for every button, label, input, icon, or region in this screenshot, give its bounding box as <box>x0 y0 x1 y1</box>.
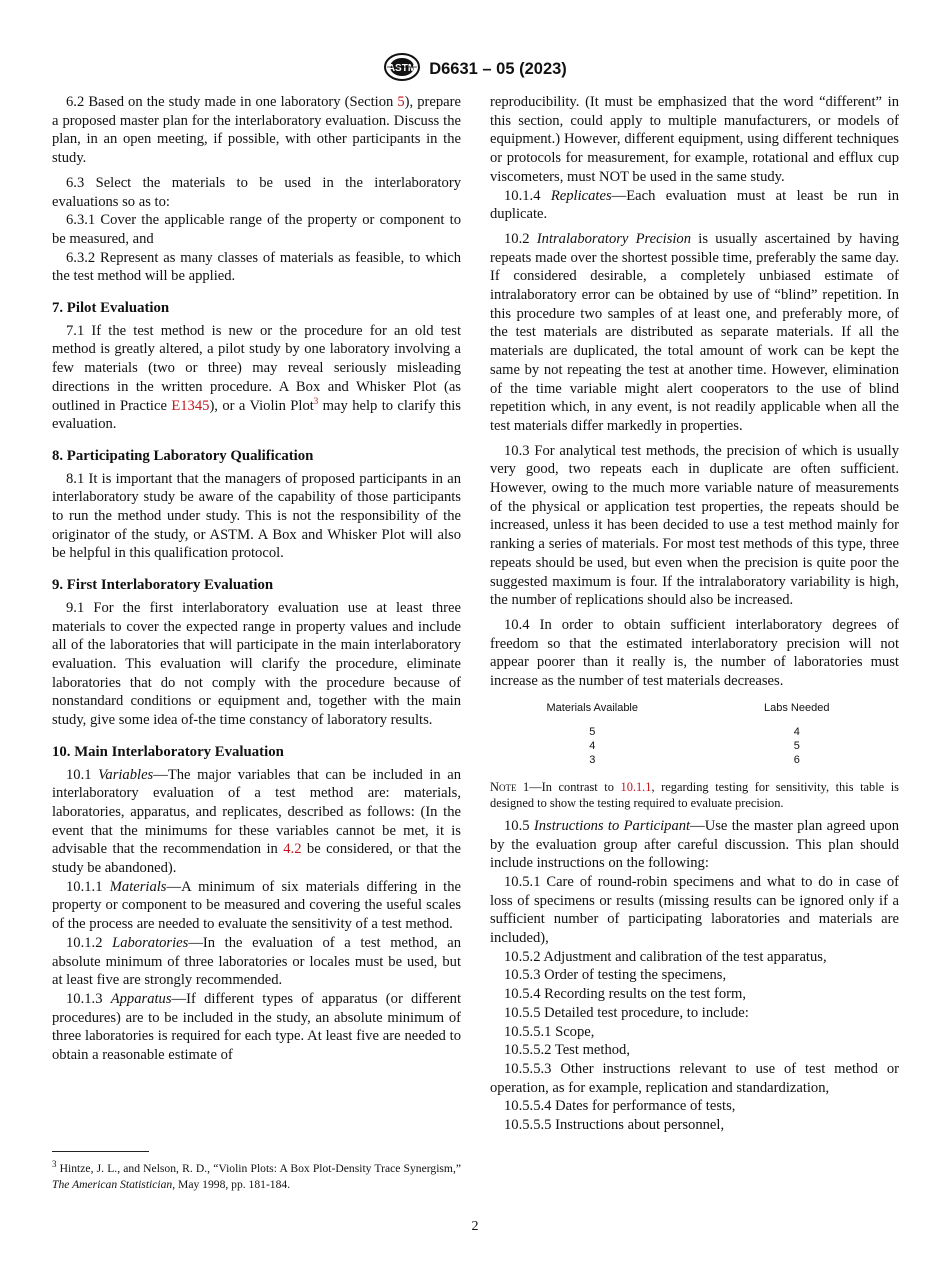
column-header: Materials Available <box>546 701 638 714</box>
paragraph-8-1: 8.1 It is important that the managers of proposed participants in an interlaboratory study be aware of the capability of those participants to run the method under study. This is not the responsibility of the originator of the study, or ASTM. A Box and Whisker Plot will also be helpful in this qualification protocol. <box>52 470 461 562</box>
paragraph-10-4: 10.4 In order to obtain sufficient interlaboratory degrees of freedom so that the estimated interlaboratory precision will not appear poorer than it really is, the number of laboratories must increase as the number of test materials decreases. <box>490 616 899 690</box>
paragraph-10-5-4: 10.5.4 Recording results on the test form, <box>504 986 746 1003</box>
paragraph-10-1-4: 10.1.4 Replicates—Each evaluation must at least be run in duplicate. <box>490 187 899 223</box>
footnote-3: $^3$ Hintze, J. L., and Nelson, R. D., “Violin Plots: A Box Plot-Density Trace Synergism,” The American Statistician, May 1998, pp. 181-184. <box>52 1159 461 1191</box>
paragraph-10-1-3: 10.1.3 Apparatus—If different types of apparatus (or different procedures) are to be included in the study, an absolute minimum of three laboratories is required for each type. At least five are needed to obtain a reasonable estimate of <box>52 990 462 1064</box>
table-cell: 4 <box>589 739 596 752</box>
table-cell: 5 <box>589 725 596 738</box>
page-header <box>0 52 950 84</box>
heading-first-interlaboratory-evaluation: 9. First Interlaboratory Evaluation <box>52 577 274 594</box>
left-column <box>52 93 461 1065</box>
table-row <box>490 739 899 753</box>
table-cell: 4 <box>793 725 800 738</box>
section-5-link[interactable]: 5 <box>397 94 405 110</box>
paragraph-10-1: 10.1 Variables—The major variables that can be included in an interlaboratory evaluation of a test method are: materials, laboratories, apparatus, and replicates, described as follows: (In the event that the minimums for these variables cannot be met, it is advisable that the recommendation in 4.2 be considered, or that the study be abandoned). <box>52 766 462 877</box>
table-row <box>490 725 899 739</box>
paragraph-10-2: 10.2 Intralaboratory Precision is usually ascertained by having repeats made over the shortest possible time, preferably the same day. If considered desirable, a completely unbiased estimate of intralaboratory error can be obtained by use of “blind” repetition. In this procedure two samples of at least one, and preferably more, of the test materials are distributed as separate materials. If all the materials are duplicated, the total amount of work can be kept the same by not repeating the test at another time. However, elimination of the time variable might alert cooperators to the use of blind repetition which, in any event, is not readily applicable when all the test materials differ markedly in properties. <box>490 230 900 434</box>
paragraph-7-1: 7.1 If the test method is new or the procedure for an old test method is greatly altered, a pilot study by one laboratory involving a few materials (two or three) may reveal seriously misleading directions in the written procedure. A Box and Whisker Plot (as outlined in Practice E1345), or a Violin Plot$^3$ may help to clarify this evaluation. <box>52 322 461 433</box>
section-4-2-link[interactable]: 4.2 <box>283 841 302 858</box>
paragraph-10-5-5-2: 10.5.5.2 Test method, <box>504 1042 630 1059</box>
footnote-divider <box>52 1151 149 1152</box>
astm-logo-icon <box>383 52 421 87</box>
paragraph-10-1-2: 10.1.2 Laboratories—In the evaluation of a test method, an absolute minimum of three laboratories or locales must be used, but at least five are strongly recommended. <box>52 934 461 989</box>
paragraph-10-5: 10.5 Instructions to Participant—Use the master plan agreed upon by the evaluation group after careful discussion. This plan should include instructions on the following: <box>490 817 899 872</box>
table-cell: 3 <box>589 753 596 766</box>
paragraph-6-3-2: 6.3.2 Represent as many classes of materials as feasible, to which the test method will be applied. <box>52 249 461 285</box>
table-cell: 6 <box>793 753 800 766</box>
paragraph-10-5-5-5: 10.5.5.5 Instructions about personnel, <box>504 1117 725 1134</box>
paragraph-6-3: 6.3 Select the materials to be used in the interlaboratory evaluations so as to: <box>52 174 461 210</box>
heading-main-interlaboratory-evaluation: 10. Main Interlaboratory Evaluation <box>52 743 284 760</box>
column-header: Labs Needed <box>764 701 830 714</box>
paragraph-10-1-1: 10.1.1 Materials—A minimum of six materials differing in the property or component to be measured and covering the useful scales of the process are needed to evaluate the sensitivity of a test method. <box>52 878 461 933</box>
paragraph-10-5-3: 10.5.3 Order of testing the specimens, <box>504 967 727 984</box>
paragraph-10-5-5-1: 10.5.5.1 Scope, <box>504 1023 595 1040</box>
paragraph-10-5-5-3: 10.5.5.3 Other instructions relevant to use of test method or operation, as for example, replication and standardization, <box>490 1060 899 1096</box>
paragraph-6-2: 6.2 Based on the study made in one laboratory (Section 5), prepare a proposed master plan for the interlaboratory evaluation. Discuss the plan, in an open meeting, if possible, with other participants in the study. <box>52 94 461 167</box>
table-row <box>490 753 899 767</box>
labs-needed-table <box>490 699 899 767</box>
paragraph-10-3: 10.3 For analytical test methods, the precision of which is usually very good, two repeats each in duplicate are often sufficient. However, owing to the much more variable nature of measurements of the physical or application test properties, the repeats should be increased, unless it has been decided to use a test method mainly for ranking a series of materials. For most test methods of this type, three repeats should be used, but even when the precision is quite poor the suggested maximum is four. If the intralaboratory variability is high, the number of replications should also be increased. <box>490 442 899 609</box>
paragraph-10-5-5: 10.5.5 Detailed test procedure, to include: <box>504 1004 749 1021</box>
paragraph-10-5-2: 10.5.2 Adjustment and calibration of the test apparatus, <box>504 948 827 965</box>
paragraph-9-1: 9.1 For the first interlaboratory evaluation use at least three materials to cover the expected range in property values and include all of the laboratories that will participate in the main interlaboratory evaluation. This evaluation will clarify the procedure, eliminate laboratories that do not comply with the procedure because of nonstandard conditions or equipment and, together with the main study, give some idea of-the time constancy of laboratory results. <box>52 599 461 729</box>
table-header <box>490 699 899 725</box>
page-number: 2 <box>471 1219 479 1234</box>
svg-text:ASTM: ASTM <box>388 63 417 74</box>
heading-laboratory-qualification: 8. Participating Laboratory Qualification <box>52 447 314 464</box>
table-cell: 5 <box>793 739 800 752</box>
e1345-link[interactable]: E1345 <box>171 397 210 414</box>
document-designation: D6631 – 05 (2023) <box>429 60 567 78</box>
footnote-3-ref[interactable]: 3 <box>313 395 319 406</box>
right-column <box>490 93 899 1135</box>
paragraph-10-5-5-4: 10.5.5.4 Dates for performance of tests, <box>504 1098 736 1115</box>
heading-pilot-evaluation: 7. Pilot Evaluation <box>52 300 170 317</box>
paragraph-10-5-1: 10.5.1 Care of round-robin specimens and what to do in case of loss of specimens or results (missing results can be ignored only if a sufficient number of participating laboratories and materials are included), <box>490 873 899 947</box>
paragraph-6-3-1: 6.3.1 Cover the applicable range of the property or component to be measured, and <box>52 212 461 247</box>
section-10-1-1-link[interactable]: 10.1.1 <box>620 779 652 794</box>
paragraph-10-1-3-continued: reproducibility. (It must be emphasized that the word “different” in this section, could apply to multiple manufacturers, or models of equipment.) However, different equipment, using different techniques or protocols for measurement, for example, rotational and efflux cup viscometers, must NOT be used in the same study. <box>490 94 899 185</box>
note-1: Note 1—In contrast to 10.1.1, regarding testing for sensitivity, this table is designed to show the testing required to evaluate precision. <box>490 779 899 810</box>
